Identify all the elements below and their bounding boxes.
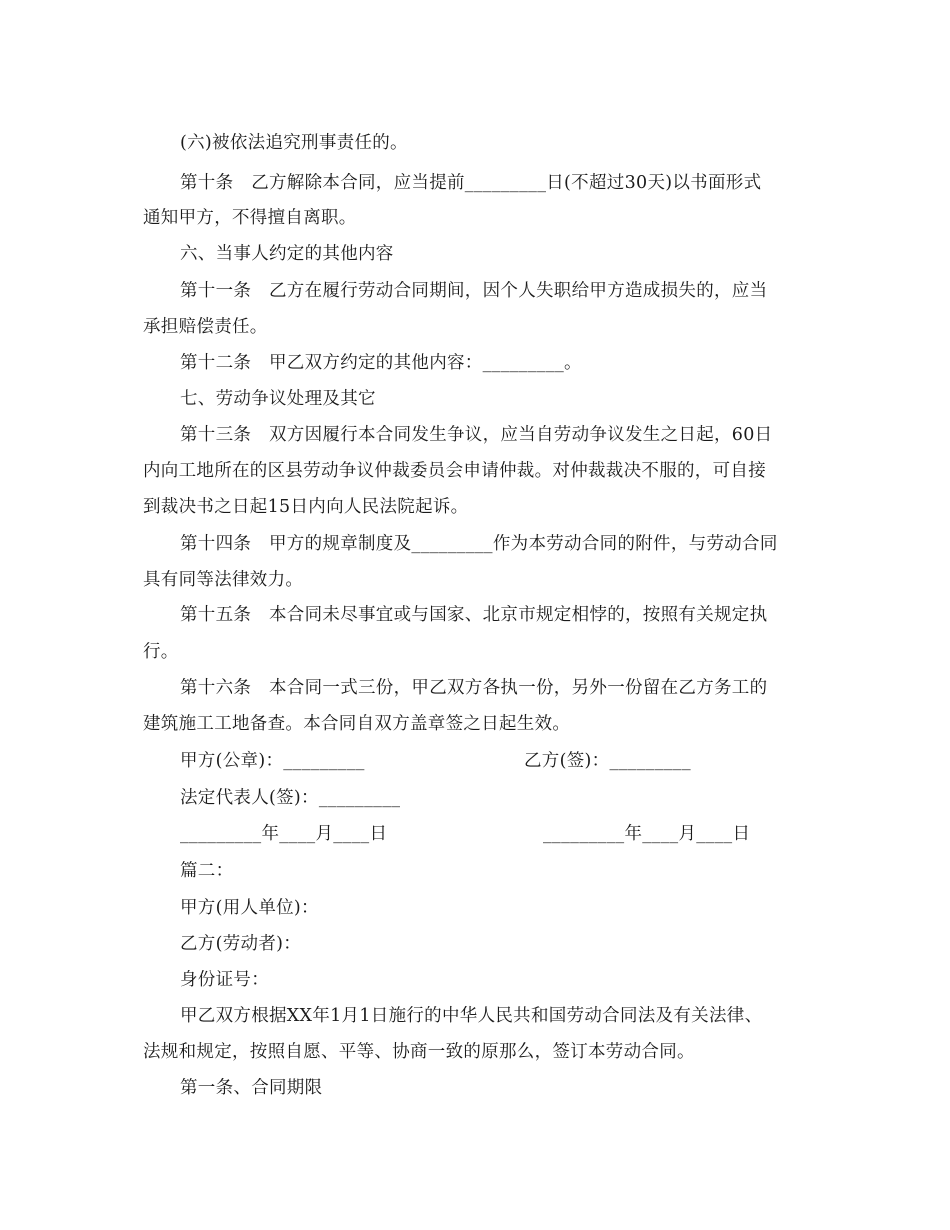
article-1-heading: 第一条、合同期限 xyxy=(180,1078,323,1098)
party-a-date-line: _________年____月____日 xyxy=(180,824,388,844)
party-b-sign-line: 乙方(签)：_________ xyxy=(524,751,691,771)
article-15-line-2: 行。 xyxy=(143,642,179,662)
preamble-line-2: 法规和规定，按照自愿、平等、协商一致的原那么，签订本劳动合同。 xyxy=(143,1042,695,1062)
party-a-seal-line: 甲方(公章)：_________ xyxy=(180,751,365,771)
part-two-heading: 篇二： xyxy=(180,861,234,881)
preamble-line-1: 甲乙双方根据XX年1月1日施行的中华人民共和国劳动合同法及有关法律、 xyxy=(180,1006,763,1026)
article-13-line-3: 到裁决书之日起15日内向人民法院起诉。 xyxy=(143,497,469,517)
article-14-line-2: 具有同等法律效力。 xyxy=(143,570,304,590)
employee-field: 乙方(劳动者)： xyxy=(180,934,302,954)
section-7-heading: 七、劳动争议处理及其它 xyxy=(180,389,376,409)
section-6-heading: 六、当事人约定的其他内容 xyxy=(180,244,394,264)
article-11-line-2: 承担赔偿责任。 xyxy=(143,317,268,337)
article-10-line-2: 通知甲方，不得擅自离职。 xyxy=(143,208,357,228)
article-15-line-1: 第十五条 本合同未尽事宜或与国家、北京市规定相悖的，按照有关规定执 xyxy=(180,605,768,625)
id-number-field: 身份证号： xyxy=(180,970,269,990)
article-10-line-1: 第十条 乙方解除本合同，应当提前_________日(不超过30天)以书面形式 xyxy=(180,173,762,193)
legal-rep-sign-line: 法定代表人(签)：_________ xyxy=(180,788,401,808)
article-16-line-2: 建筑施工工地备查。本合同自双方盖章签之日起生效。 xyxy=(143,714,571,734)
clause-6-item-6: (六)被依法追究刑事责任的。 xyxy=(180,133,408,153)
article-13-line-1: 第十三条 双方因履行本合同发生争议，应当自劳动争议发生之日起，60日 xyxy=(180,425,773,445)
party-b-date-line: _________年____月____日 xyxy=(543,824,751,844)
employer-field: 甲方(用人单位)： xyxy=(180,898,319,918)
article-16-line-1: 第十六条 本合同一式三份，甲乙双方各执一份，另外一份留在乙方务工的 xyxy=(180,678,768,698)
article-11-line-1: 第十一条 乙方在履行劳动合同期间，因个人失职给甲方造成损失的，应当 xyxy=(180,281,768,301)
article-12: 第十二条 甲乙双方约定的其他内容：_________。 xyxy=(180,353,582,373)
article-13-line-2: 内向工地所在的区县劳动争议仲裁委员会申请仲裁。对仲裁裁决不服的，可自接 xyxy=(143,461,766,481)
article-14-line-1: 第十四条 甲方的规章制度及_________作为本劳动合同的附件，与劳动合同 xyxy=(180,534,778,554)
